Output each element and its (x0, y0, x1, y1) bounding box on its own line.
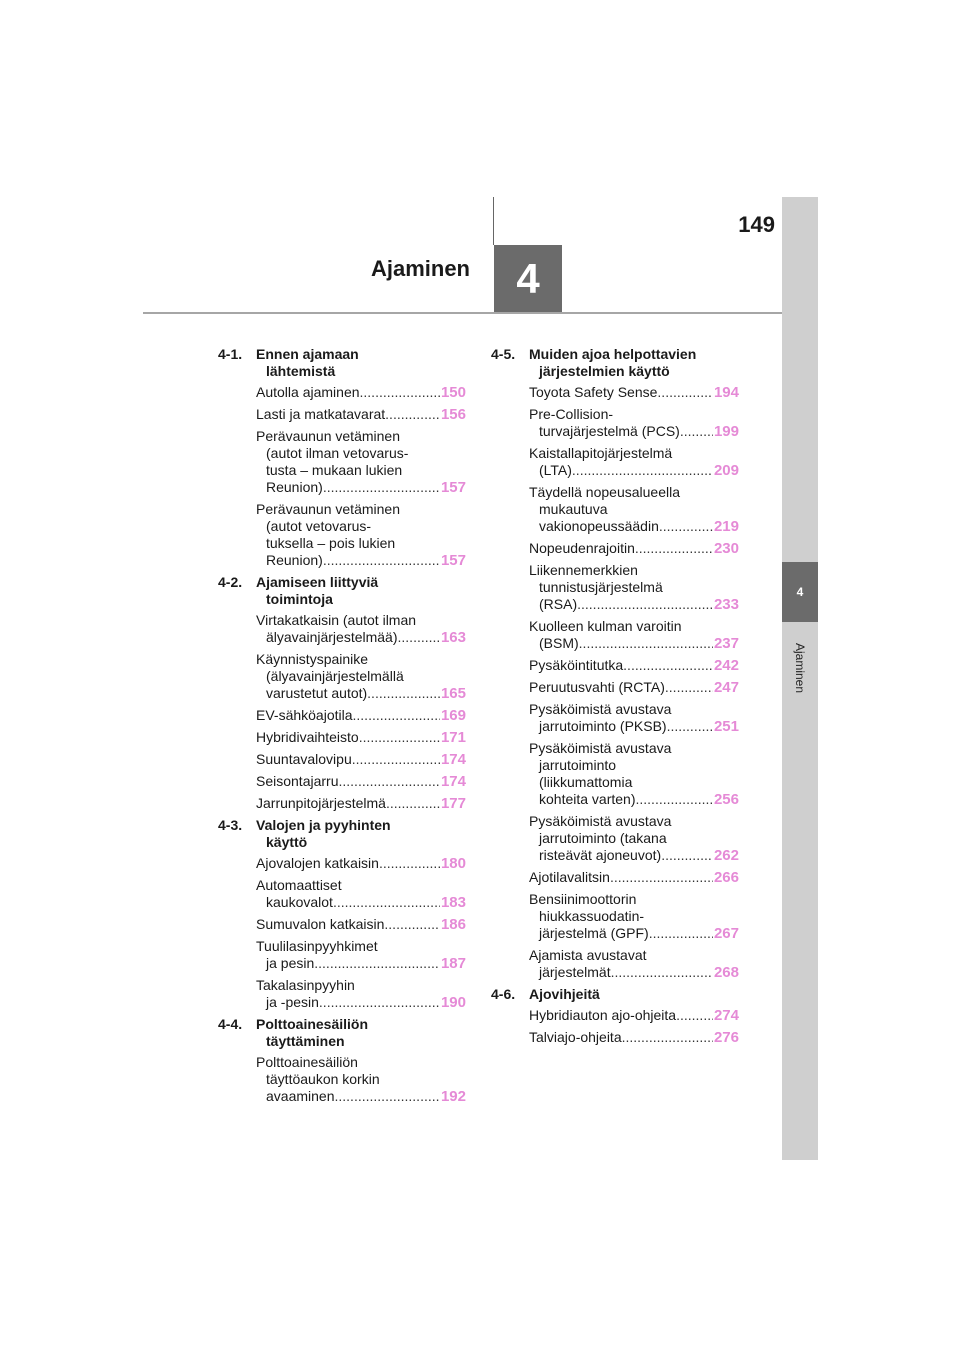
dot-leader (680, 423, 713, 440)
dot-leader (384, 916, 440, 933)
page-link[interactable]: 237 (713, 635, 739, 652)
toc-entry[interactable] (256, 612, 466, 646)
entry-last-line (529, 657, 739, 674)
entry-text-line: mukautuva (539, 501, 608, 517)
page-link[interactable]: 157 (440, 479, 466, 496)
dot-leader (635, 540, 713, 557)
dot-leader (352, 751, 440, 768)
entry-text-line: Käynnistyspainike (256, 651, 369, 667)
entry-last-line (256, 795, 466, 812)
header-rule (143, 312, 783, 314)
entry-text-line: Lasti ja matkatavarat (256, 406, 386, 422)
side-tab-label-box (782, 628, 818, 708)
entry-last-line (256, 855, 466, 872)
entry-text-line: (autot ilman vetovarus- (266, 445, 409, 461)
entry-last-line (256, 994, 466, 1011)
entry-text-line: (liikkumattomia (539, 774, 633, 790)
section-title (256, 574, 466, 608)
entry-text-line: varustetut autot) (266, 685, 368, 701)
section-number: 4-5. (491, 346, 516, 362)
page-link[interactable]: 247 (713, 679, 739, 696)
section-number: 4-2. (218, 574, 243, 590)
entry-text-line: tunnistusjärjestelmä (539, 579, 663, 595)
entry-text-line: Perävaunun vetäminen (256, 428, 400, 444)
page-link[interactable]: 174 (440, 751, 466, 768)
page-link[interactable]: 150 (440, 384, 466, 401)
entry-text-line: älyavainjärjestelmää) (266, 629, 398, 645)
entry-text-line: Talviajo-ohjeita (529, 1029, 622, 1045)
entry-last-line (529, 679, 739, 696)
toc-entry[interactable] (529, 445, 739, 479)
toc-entry[interactable] (256, 877, 466, 911)
entry-text-line: ja -pesin (266, 994, 319, 1010)
page-link[interactable]: 186 (440, 916, 466, 933)
page-link[interactable]: 194 (713, 384, 739, 401)
entry-last-line (256, 955, 466, 972)
toc-entry[interactable] (256, 855, 466, 872)
entry-text-line: tusta – mukaan lukien (266, 462, 403, 478)
section-title-line: toimintoja (266, 591, 333, 607)
page-link[interactable]: 163 (440, 629, 466, 646)
entry-text-line: Sumuvalon katkaisin (256, 916, 385, 932)
toc-entry[interactable] (529, 891, 739, 942)
dot-leader (379, 855, 440, 872)
section-title-line: täyttäminen (266, 1033, 345, 1049)
toc-section-heading (491, 346, 739, 380)
chapter-title: Ajaminen (370, 256, 470, 281)
toc-entry[interactable] (529, 618, 739, 652)
page-link[interactable]: 267 (713, 925, 739, 942)
toc-section-heading (218, 574, 466, 608)
entry-text-line: Pysäköintitutka (529, 657, 624, 673)
entry-text-line: Autolla ajaminen (256, 384, 360, 400)
entry-text-line: Seisontajarru (256, 773, 339, 789)
entry-text-line: (BSM) (539, 635, 579, 651)
toc-entry[interactable] (529, 1007, 739, 1024)
entry-text-line: Liikennemerkkien (529, 562, 638, 578)
toc-entry[interactable] (529, 540, 739, 557)
page-link[interactable]: 187 (440, 955, 466, 972)
dot-leader (657, 384, 713, 401)
entry-text-line: Polttoainesäiliön (256, 1054, 358, 1070)
entry-last-line (256, 707, 466, 724)
dot-leader (386, 795, 440, 812)
section-title-line: Ajamiseen liittyviä (256, 574, 379, 590)
toc-entry[interactable] (256, 501, 466, 569)
toc-section-heading (218, 817, 466, 851)
section-title-line: Polttoainesäiliön (256, 1016, 369, 1032)
toc-entry[interactable] (529, 384, 739, 401)
page-link[interactable]: 242 (713, 657, 739, 674)
entry-text-line: Nopeudenrajoitin (529, 540, 635, 556)
entry-text-line: Hybridivaihteisto (256, 729, 359, 745)
section-title-line: Muiden ajoa helpottavien (529, 346, 697, 362)
entry-last-line (256, 384, 466, 401)
toc-section-heading (218, 346, 466, 380)
entry-text-line: Peruutusvahti (RCTA) (529, 679, 665, 695)
page-link[interactable]: 174 (440, 773, 466, 790)
entry-text-line: risteävät ajoneuvot) (539, 847, 662, 863)
dot-leader (333, 894, 440, 911)
page-link[interactable]: 268 (713, 964, 739, 981)
entry-text-line: Automaattiset (256, 877, 342, 893)
page-link[interactable]: 156 (440, 406, 466, 423)
page-link[interactable]: 251 (713, 718, 739, 735)
section-title-line: lähtemistä (266, 363, 336, 379)
entry-text-line: Pysäköimistä avustava (529, 740, 672, 756)
page-link[interactable]: 262 (713, 847, 739, 864)
entry-last-line (529, 540, 739, 557)
entry-text-line: kohteita varten) (539, 791, 636, 807)
page-link[interactable]: 266 (713, 869, 739, 886)
entry-last-line (256, 773, 466, 790)
entry-text-line: Ajotilavalitsin (529, 869, 610, 885)
section-number: 4-4. (218, 1016, 243, 1032)
page-link[interactable]: 219 (713, 518, 739, 535)
toc-entry[interactable] (529, 869, 739, 886)
page-link[interactable]: 157 (440, 552, 466, 569)
entry-last-line (256, 479, 466, 496)
entry-last-line (256, 629, 466, 646)
dot-leader (665, 679, 713, 696)
dot-leader (353, 707, 440, 724)
entry-text-line: Suuntavalovipu (256, 751, 352, 767)
entry-text-line: järjestelmä (GPF) (539, 925, 649, 941)
entry-last-line (256, 685, 466, 702)
entry-text-line: Ajovalojen katkaisin (256, 855, 379, 871)
toc-entry[interactable] (256, 428, 466, 496)
toc-entry[interactable] (529, 406, 739, 440)
entry-last-line (256, 916, 466, 933)
entry-text-line: järjestelmät (539, 964, 611, 980)
dot-leader (661, 847, 713, 864)
entry-last-line (529, 635, 739, 652)
dot-leader (314, 955, 440, 972)
entry-text-line: Pre-Collision- (529, 406, 614, 422)
dot-leader (572, 462, 713, 479)
section-title-line: käyttö (266, 834, 308, 850)
section-number: 4-6. (491, 986, 516, 1002)
entry-last-line (256, 894, 466, 911)
entry-text-line: turvajärjestelmä (PCS) (539, 423, 680, 439)
entry-last-line (256, 751, 466, 768)
entry-last-line (529, 925, 739, 942)
entry-last-line (529, 462, 739, 479)
dot-leader (335, 1088, 440, 1105)
section-title-line: Ennen ajamaan (256, 346, 359, 362)
toc-entry[interactable] (256, 795, 466, 812)
dot-leader (611, 964, 713, 981)
entry-text-line: Täydellä nopeusalueella (529, 484, 680, 500)
entry-text-line: (autot vetovarus- (266, 518, 372, 534)
dot-leader (659, 518, 713, 535)
section-title (256, 1016, 466, 1050)
toc-entry[interactable] (256, 384, 466, 401)
page-link[interactable]: 192 (440, 1088, 466, 1105)
toc-entry[interactable] (529, 947, 739, 981)
entry-last-line (529, 596, 739, 613)
entry-text-line: Takalasinpyyhin (256, 977, 355, 993)
dot-leader (367, 685, 440, 702)
entry-text-line: Pysäköimistä avustava (529, 701, 672, 717)
toc-entry[interactable] (529, 740, 739, 808)
toc-entry[interactable] (256, 977, 466, 1011)
entry-text-line: Kaistallapitojärjestelmä (529, 445, 673, 461)
toc-left-column (218, 346, 466, 1110)
dot-leader (676, 1007, 713, 1024)
toc-entry[interactable] (529, 701, 739, 735)
entry-text-line: hiukkassuodatin- (539, 908, 645, 924)
entry-text-line: Hybridiauton ajo-ohjeita (529, 1007, 677, 1023)
toc-entry[interactable] (529, 813, 739, 864)
entry-last-line (529, 518, 739, 535)
dot-leader (579, 635, 713, 652)
entry-text-line: Ajamista avustavat (529, 947, 647, 963)
entry-text-line: vakionopeussäädin (539, 518, 659, 534)
dot-leader (359, 729, 440, 746)
dot-leader (360, 384, 440, 401)
entry-text-line: Toyota Safety Sense (529, 384, 658, 400)
entry-text-line: kaukovalot (266, 894, 333, 910)
entry-text-line: Reunion) (266, 552, 323, 568)
entry-text-line: (LTA) (539, 462, 572, 478)
entry-text-line: (RSA) (539, 596, 578, 612)
entry-last-line (256, 406, 466, 423)
page-link[interactable]: 171 (440, 729, 466, 746)
page-link[interactable]: 183 (440, 894, 466, 911)
section-number: 4-3. (218, 817, 243, 833)
entry-text-line: jarrutoiminto (539, 757, 617, 773)
entry-text-line: tuksella – pois lukien (266, 535, 396, 551)
entry-last-line (256, 729, 466, 746)
side-tab-number: 4 (782, 562, 818, 622)
toc-entry[interactable] (256, 916, 466, 933)
entry-text-line: täyttöaukon korkin (266, 1071, 380, 1087)
entry-text-line: jarrutoiminto (takana (539, 830, 667, 846)
dot-leader (622, 1029, 713, 1046)
toc-section-heading (218, 1016, 466, 1050)
toc-entry[interactable] (256, 729, 466, 746)
section-title (529, 346, 739, 380)
entry-text-line: ja pesin (266, 955, 315, 971)
section-title (256, 346, 466, 380)
section-title-line: järjestelmien käyttö (539, 363, 670, 379)
toc-entry[interactable] (256, 938, 466, 972)
toc-entry[interactable] (529, 562, 739, 613)
dot-leader (667, 718, 713, 735)
section-title (529, 986, 739, 1003)
toc-entry[interactable] (529, 657, 739, 674)
dot-leader (623, 657, 713, 674)
toc-entry[interactable] (256, 1054, 466, 1105)
page-number: 149 (738, 212, 775, 237)
toc-entry[interactable] (256, 707, 466, 724)
entry-text-line: Kuolleen kulman varoitin (529, 618, 682, 634)
dot-leader (323, 479, 440, 496)
section-number: 4-1. (218, 346, 243, 362)
entry-last-line (529, 869, 739, 886)
entry-text-line: Perävaunun vetäminen (256, 501, 400, 517)
page-link[interactable]: 233 (713, 596, 739, 613)
page-link[interactable]: 165 (440, 685, 466, 702)
page-link[interactable]: 180 (440, 855, 466, 872)
entry-text-line: Pysäköimistä avustava (529, 813, 672, 829)
entry-last-line (529, 847, 739, 864)
toc-entry[interactable] (256, 651, 466, 702)
header-divider (493, 197, 494, 245)
entry-text-line: Virtakatkaisin (autot ilman (256, 612, 417, 628)
toc-entry[interactable] (529, 484, 739, 535)
dot-leader (577, 596, 713, 613)
entry-text-line: (älyavainjärjestelmällä (266, 668, 404, 684)
entry-last-line (529, 964, 739, 981)
entry-last-line (529, 791, 739, 808)
entry-last-line (529, 423, 739, 440)
entry-last-line (256, 1088, 466, 1105)
dot-leader (649, 925, 713, 942)
page-link[interactable]: 230 (713, 540, 739, 557)
entry-text-line: avaaminen (266, 1088, 335, 1104)
toc-entry[interactable] (529, 679, 739, 696)
page-link[interactable]: 177 (440, 795, 466, 812)
toc-entry[interactable] (529, 1029, 739, 1046)
toc-right-column (491, 346, 739, 1051)
dot-leader (323, 552, 440, 569)
page-link[interactable]: 190 (440, 994, 466, 1011)
page-link[interactable]: 209 (713, 462, 739, 479)
page-link[interactable]: 276 (713, 1029, 739, 1046)
dot-leader (385, 406, 440, 423)
toc-entry[interactable] (256, 773, 466, 790)
entry-text-line: Bensiinimoottorin (529, 891, 637, 907)
dot-leader (398, 629, 440, 646)
page-link[interactable]: 199 (713, 423, 739, 440)
section-title-line: Ajovihjeitä (529, 986, 600, 1002)
dot-leader (610, 869, 713, 886)
page-link[interactable]: 274 (713, 1007, 739, 1024)
entry-text-line: EV-sähköajotila (256, 707, 353, 723)
toc-section-heading (491, 986, 739, 1003)
dot-leader (339, 773, 440, 790)
toc-entry[interactable] (256, 751, 466, 768)
entry-last-line (529, 718, 739, 735)
side-tab-label: Ajaminen (793, 642, 807, 694)
page-link[interactable]: 169 (440, 707, 466, 724)
entry-text-line: Reunion) (266, 479, 323, 495)
section-title-line: Valojen ja pyyhinten (256, 817, 391, 833)
section-title (256, 817, 466, 851)
toc-entry[interactable] (256, 406, 466, 423)
chapter-number-box: 4 (494, 245, 562, 313)
dot-leader (319, 994, 440, 1011)
dot-leader (636, 791, 713, 808)
entry-last-line (529, 1007, 739, 1024)
entry-text-line: Tuulilasinpyyhkimet (256, 938, 378, 954)
page-link[interactable]: 256 (713, 791, 739, 808)
entry-last-line (529, 1029, 739, 1046)
entry-last-line (256, 552, 466, 569)
entry-last-line (529, 384, 739, 401)
entry-text-line: Jarrunpitojärjestelmä (256, 795, 386, 811)
entry-text-line: jarrutoiminto (PKSB) (539, 718, 667, 734)
